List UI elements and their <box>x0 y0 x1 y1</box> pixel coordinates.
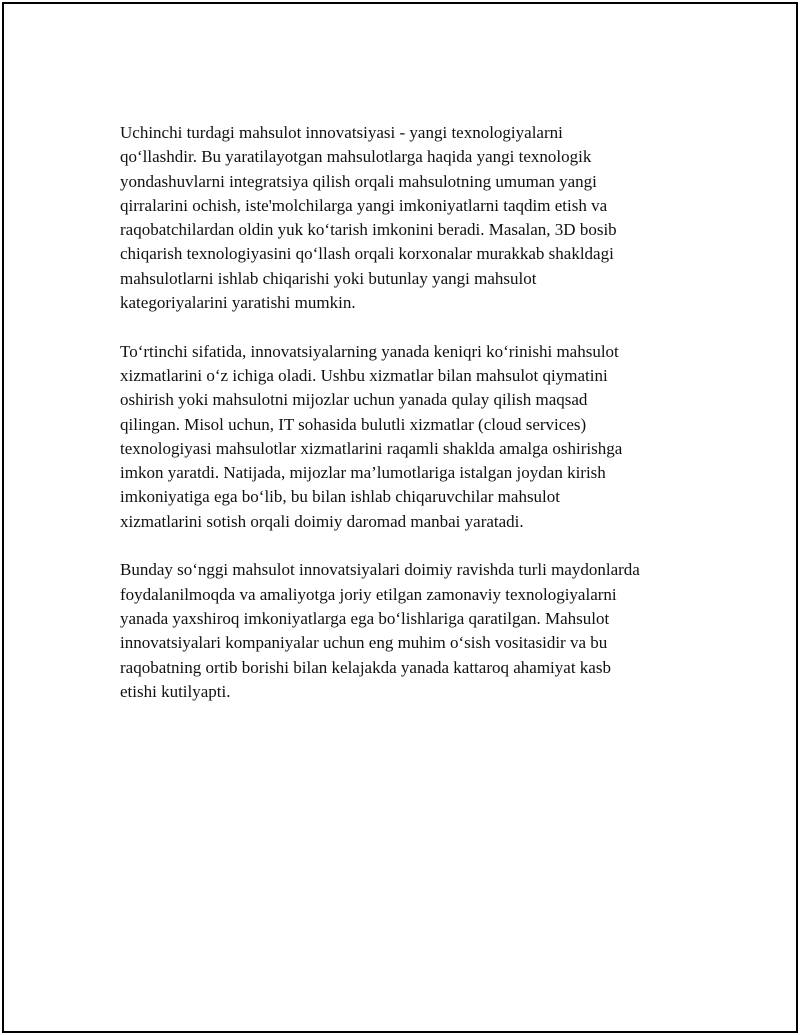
text-line: imkoniyatiga ega bo‘lib, bu bilan ishlab chiqaruvchilar mahsulot <box>120 487 561 507</box>
text-line: yanada yaxshiroq imkoniyatlarga ega bo‘lishlariga qaratilgan. Mahsulot <box>120 608 610 628</box>
text-line: qirralarini ochish, iste'molchilarga yangi imkoniyatlarni taqdim etish va <box>120 195 608 215</box>
text-line: qo‘llashdir. Bu yaratilayotgan mahsulotlarga haqida yangi texnologik <box>120 147 592 167</box>
text-line: chiqarish texnologiyasini qo‘llash orqali korxonalar murakkab shakldagi <box>120 244 614 264</box>
text-line: qilingan. Misol uchun, IT sohasida bulutli xizmatlar (cloud services) <box>120 414 587 434</box>
document-body <box>120 121 700 728</box>
paragraph-1 <box>120 121 700 315</box>
text-line: To‘rtinchi sifatida, innovatsiyalarning yanada keniqri ko‘rinishi mahsulot <box>120 341 619 361</box>
text-line: xizmatlarini sotish orqali doimiy daromad manbai yaratadi. <box>120 511 524 531</box>
text-line: imkon yaratdi. Natijada, mijozlar ma’lumotlariga istalgan joydan kirish <box>120 463 606 483</box>
text-line: kategoriyalarini yaratishi mumkin. <box>120 293 356 313</box>
text-line: etishi kutilyapti. <box>120 681 231 701</box>
text-line: texnologiyasi mahsulotlar xizmatlarini raqamli shaklda amalga oshirishga <box>120 438 623 458</box>
text-line: yondashuvlarni integratsiya qilish orqali mahsulotning umuman yangi <box>120 171 597 191</box>
text-line: raqobatchilardan oldin yuk ko‘tarish imkonini beradi. Masalan, 3D bosib <box>120 220 617 240</box>
text-line: innovatsiyalari kompaniyalar uchun eng muhim o‘sish vositasidir va bu <box>120 633 608 653</box>
text-line: raqobatning ortib borishi bilan kelajakda yanada kattaroq ahamiyat kasb <box>120 657 611 677</box>
text-line: xizmatlarini o‘z ichiga oladi. Ushbu xizmatlar bilan mahsulot qiymatini <box>120 365 608 385</box>
text-line: Bunday so‘nggi mahsulot innovatsiyalari doimiy ravishda turli maydonlarda <box>120 560 640 580</box>
text-line: oshirish yoki mahsulotni mijozlar uchun yanada qulay qilish maqsad <box>120 390 588 410</box>
text-line: foydalanilmoqda va amaliyotga joriy etilgan zamonaviy texnologiyalarni <box>120 584 617 604</box>
paragraph-2 <box>120 340 700 534</box>
page-frame <box>2 2 798 1033</box>
text-line: mahsulotlarni ishlab chiqarishi yoki butunlay yangi mahsulot <box>120 268 537 288</box>
paragraph-3 <box>120 558 700 704</box>
text-line: Uchinchi turdagi mahsulot innovatsiyasi - yangi texnologiyalarni <box>120 123 563 142</box>
